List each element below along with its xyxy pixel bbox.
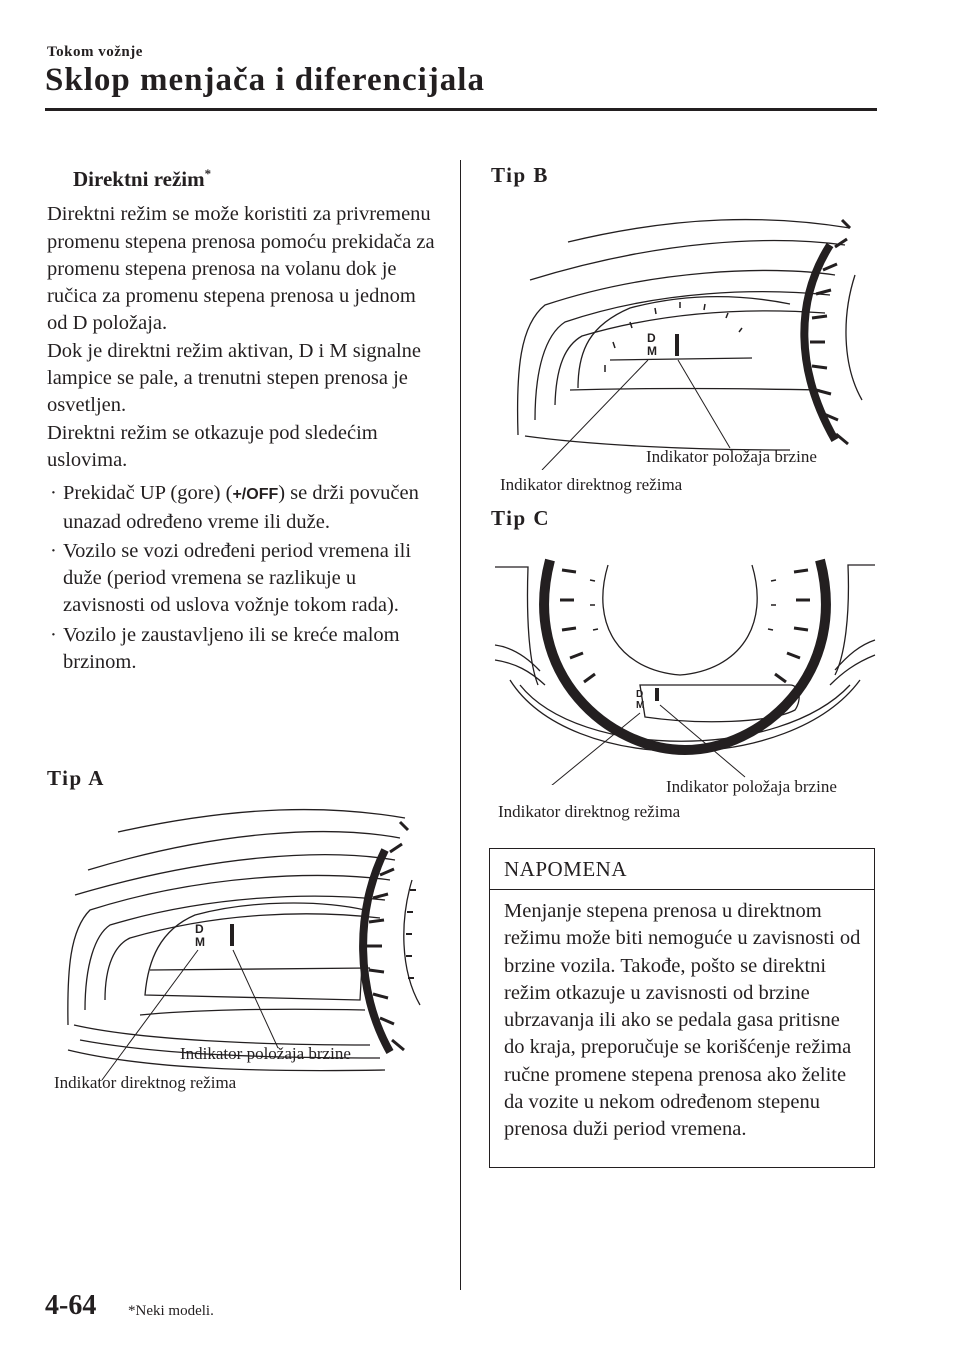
direct-mode-indicator-d: D bbox=[195, 922, 204, 936]
tip-a-label: Tip A bbox=[47, 766, 105, 790]
gear-position-indicator bbox=[655, 688, 659, 701]
subheading bbox=[73, 160, 439, 193]
tip-b-label: Tip B bbox=[491, 163, 549, 187]
page-title: Sklop menjača i diferencijala bbox=[45, 62, 485, 98]
direct-mode-indicator-d: D bbox=[647, 331, 656, 345]
tip-b-cluster-illustration bbox=[490, 200, 880, 470]
tip-c-label: Tip C bbox=[491, 506, 551, 530]
page-number: 4-64 bbox=[45, 1290, 97, 1321]
direct-mode-indicator-m: M bbox=[647, 344, 657, 358]
paragraph-1: Direktni režim se može koristiti za privremenu promenu stepena prenosa pomoću prekidača za promenu stepena prenosa na volanu dok je ručica za promenu stepena prenosa u jednom od D položaja. bbox=[47, 203, 435, 335]
list-item: · Prekidač UP (gore) (+/OFF) se drži povučen unazad određeno vreme ili duže. bbox=[50, 482, 419, 533]
paragraph-2: Dok je direktni režim aktivan, D i M signalne lampice se pale, a trenutni stepen prenosa je osvetljen. bbox=[47, 339, 422, 417]
footnote-mark: * bbox=[204, 166, 212, 181]
cancel-conditions-list bbox=[47, 480, 439, 676]
tip-a-caption-direct-mode: Indikator direktnog režima bbox=[54, 1073, 237, 1092]
direct-mode-indicator-m: M bbox=[195, 935, 205, 949]
note-box bbox=[489, 848, 875, 1168]
note-title: NAPOMENA bbox=[490, 849, 874, 890]
paragraph-3: Direktni režim se otkazuje pod sledećim uslovima. bbox=[47, 421, 378, 471]
column-divider bbox=[460, 160, 461, 1290]
gear-position-indicator bbox=[230, 924, 234, 946]
plus-off-switch-icon: +/OFF bbox=[232, 486, 279, 504]
subheading-text: Direktni režim bbox=[73, 167, 205, 191]
tip-a-caption-gear-position: Indikator položaja brzine bbox=[180, 1044, 351, 1063]
direct-mode-indicator-d: D bbox=[636, 689, 644, 700]
note-body: Menjanje stepena prenosa u direktnom režimu može biti nemoguće u zavisnosti od brzine vozila. Takođe, pošto se direktni režim otkazuje u zavisnosti od brzine ubrzavanja ili ako se pedala gasa pritisne do kraja, preporučuje se korišćenje režima ručne promene stepena prenosa ako želite da vozite u nekom određenom stepenu prenosa duži period vremena. bbox=[504, 900, 861, 1141]
tip-b-caption-gear-position: Indikator položaja brzine bbox=[646, 447, 817, 466]
tip-c-cluster-illustration bbox=[490, 545, 880, 785]
gear-position-indicator bbox=[675, 334, 679, 356]
list-item: · Vozilo se vozi određeni period vremena ili duže (period vremena se razlikuje u zavisnosti od uslova vožnje tokom rada). bbox=[50, 539, 412, 617]
list-item: · Vozilo je zaustavljeno ili se kreće malom brzinom. bbox=[50, 623, 400, 674]
tip-b-caption-direct-mode: Indikator direktnog režima bbox=[500, 475, 683, 494]
header-rule bbox=[45, 108, 877, 111]
tip-c-caption-gear-position: Indikator položaja brzine bbox=[666, 777, 837, 796]
left-column bbox=[47, 160, 439, 678]
footnote: *Neki modeli. bbox=[128, 1303, 214, 1319]
tip-c-caption-direct-mode: Indikator direktnog režima bbox=[498, 802, 681, 821]
section-label: Tokom vožnje bbox=[47, 44, 143, 60]
direct-mode-indicator-m: M bbox=[636, 700, 645, 711]
